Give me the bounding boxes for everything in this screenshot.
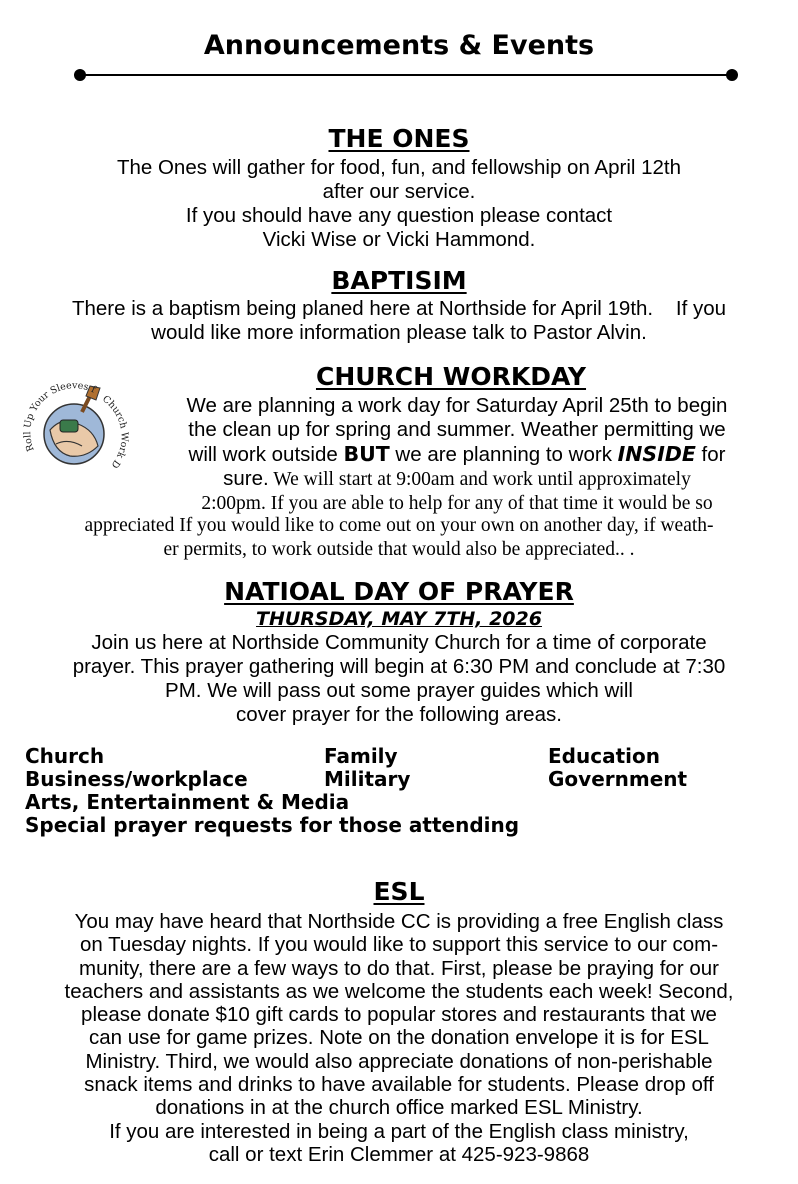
workday-line: appreciated If you would like to come out on your own on another day, if weath- bbox=[84, 515, 714, 536]
prayer-line: PM. We will pass out some prayer guides which will bbox=[165, 679, 633, 702]
workday-text: We will start at 9:00am and work until approximately bbox=[268, 469, 691, 490]
workday-text: will work outside bbox=[188, 443, 344, 466]
esl-line: munity, there are a few ways to do that. First, please be praying for our bbox=[79, 956, 719, 980]
workday-line: We are planning a work day for Saturday April 25th to begin bbox=[186, 394, 728, 417]
area-family: Family bbox=[324, 744, 398, 768]
workday-text: sure. bbox=[223, 467, 269, 490]
workday-line: 2:00pm. If you are able to help for any of that time it would be so bbox=[201, 493, 713, 514]
esl-line: on Tuesday nights. If you would like to support this service to our com- bbox=[79, 933, 719, 957]
baptism-line: There is a baptism being planed here at Northside for April 19th. If you bbox=[71, 297, 727, 320]
baptism-heading: BAPTISIM bbox=[331, 266, 467, 295]
workday-body-full bbox=[0, 514, 798, 562]
ones-line: Vicki Wise or Vicki Hammond. bbox=[262, 228, 536, 251]
workday-text: we are planning to work bbox=[389, 443, 618, 466]
prayer-line: prayer. This prayer gathering will begin at 6:30 PM and conclude at 7:30 bbox=[72, 655, 726, 678]
workday-emphasis-inside: INSIDE bbox=[617, 442, 696, 466]
workday-line bbox=[147, 467, 767, 492]
workday-line: the clean up for spring and summer. Weather permitting we bbox=[188, 418, 726, 441]
workday-body-wrapped bbox=[147, 394, 767, 516]
prayer-heading: NATIOAL DAY OF PRAYER bbox=[224, 577, 574, 606]
prayer-body bbox=[0, 631, 798, 727]
prayer-line: cover prayer for the following areas. bbox=[236, 703, 562, 726]
ones-line: The Ones will gather for food, fun, and fellowship on April 12th bbox=[116, 156, 682, 179]
esl-heading: ESL bbox=[373, 877, 425, 906]
area-education: Education bbox=[548, 744, 660, 768]
baptism-body bbox=[0, 297, 798, 345]
esl-line: Ministry. Third, we would also appreciate donations of non-perishable bbox=[85, 1049, 713, 1073]
area-business: Business/workplace bbox=[25, 767, 248, 791]
title-divider bbox=[74, 67, 738, 83]
divider-dot-right bbox=[726, 69, 738, 81]
esl-line: can use for game prizes. Note on the donation envelope it is for ESL bbox=[89, 1026, 709, 1050]
workday-line: er permits, to work outside that would also be appreciated.. . bbox=[163, 539, 635, 560]
esl-body bbox=[0, 910, 798, 1166]
logo-text-right: Church Work D bbox=[100, 393, 130, 471]
area-arts: Arts, Entertainment & Media bbox=[25, 790, 350, 814]
area-government: Government bbox=[548, 767, 688, 791]
area-military: Military bbox=[324, 767, 411, 791]
workday-line bbox=[147, 442, 767, 467]
divider-line bbox=[79, 74, 733, 76]
esl-line: snack items and drinks to have available for students. Please drop off bbox=[84, 1073, 714, 1097]
workday-heading: CHURCH WORKDAY bbox=[315, 362, 587, 391]
ones-line: after our service. bbox=[322, 180, 476, 203]
esl-line: call or text Erin Clemmer at 425-923-9868 bbox=[208, 1142, 590, 1166]
area-special: Special prayer requests for those attending bbox=[25, 813, 520, 837]
ones-heading: THE ONES bbox=[328, 124, 470, 153]
ones-line: If you should have any question please contact bbox=[185, 204, 613, 227]
baptism-line: would like more information please talk to Pastor Alvin. bbox=[151, 321, 647, 344]
page-title: Announcements & Events bbox=[203, 30, 595, 61]
esl-line: You may have heard that Northside CC is providing a free English class bbox=[74, 910, 724, 933]
esl-line: teachers and assistants as we welcome the students each week! Second, bbox=[64, 979, 734, 1003]
esl-line: donations in at the church office marked ESL Ministry. bbox=[155, 1096, 643, 1120]
area-church: Church bbox=[25, 744, 105, 768]
prayer-line: Join us here at Northside Community Church for a time of corporate bbox=[91, 631, 707, 654]
divider-dot-left bbox=[74, 69, 86, 81]
prayer-date: THURSDAY, MAY 7TH, 2026 bbox=[256, 608, 542, 630]
roll-up-sleeves-logo bbox=[16, 372, 134, 496]
workday-text: for bbox=[695, 443, 726, 466]
ones-body bbox=[0, 156, 798, 252]
logo-text-top: Roll Up Your Sleeves f bbox=[22, 380, 98, 453]
workday-emphasis-but: BUT bbox=[343, 442, 390, 466]
esl-line: please donate $10 gift cards to popular stores and restaurants that we bbox=[81, 1003, 717, 1027]
esl-line: If you are interested in being a part of the English class ministry, bbox=[109, 1119, 689, 1143]
